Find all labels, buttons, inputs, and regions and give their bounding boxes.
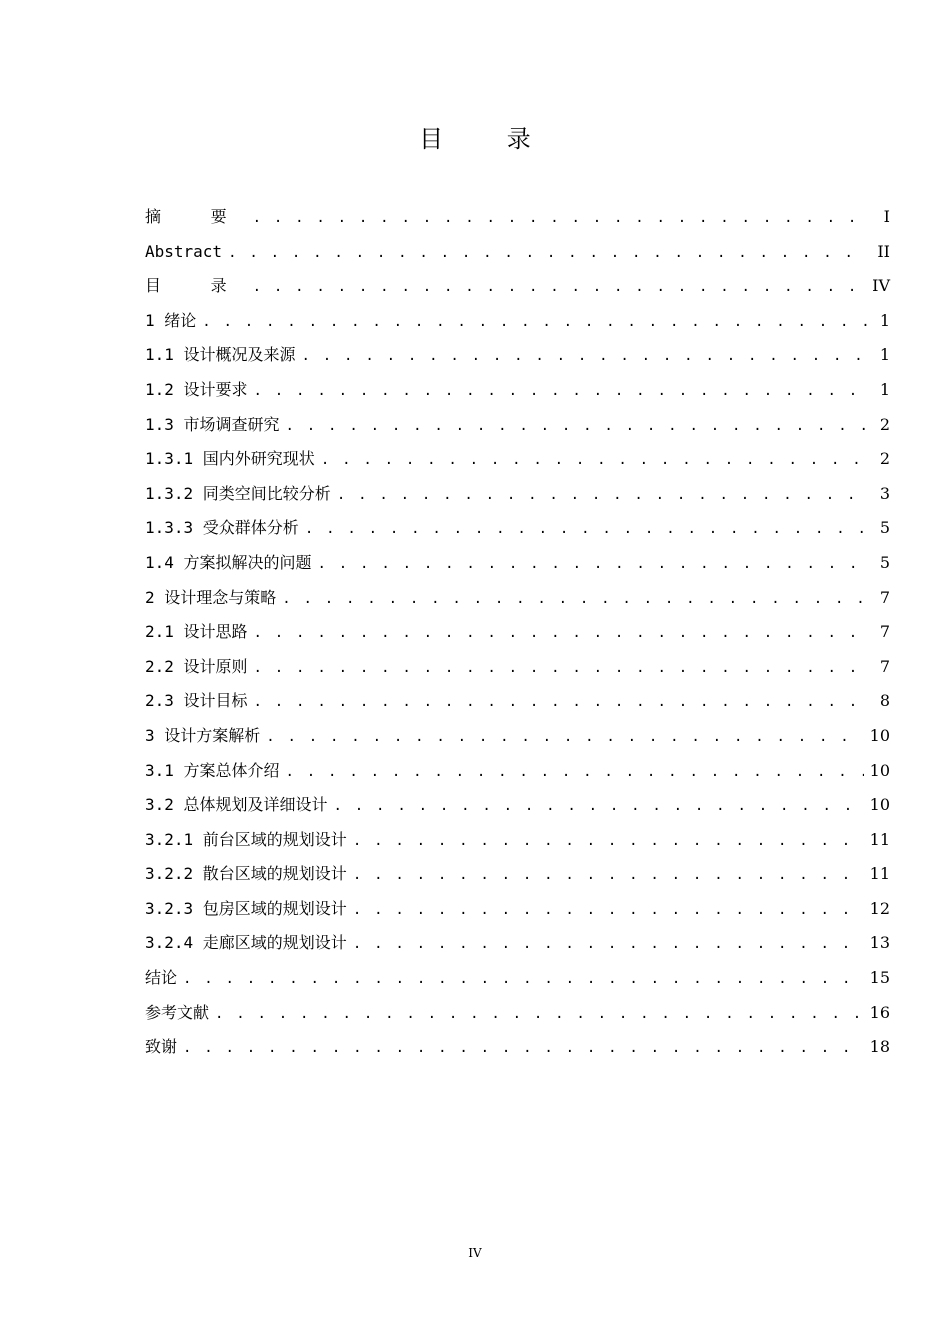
toc-entry-page-number: 7	[879, 656, 890, 676]
table-of-contents	[145, 200, 890, 1065]
toc-dot-leader	[202, 305, 868, 340]
toc-dot-leader	[183, 962, 864, 997]
toc-dot-leader	[305, 512, 868, 547]
toc-entry[interactable]	[145, 442, 890, 477]
toc-entry-page-number: IV	[872, 276, 890, 296]
toc-dot-leader	[266, 720, 863, 755]
toc-entry-page-number: 1	[879, 345, 890, 365]
toc-entry-label: 参考文献	[145, 1002, 210, 1022]
toc-entry-label: 致谢	[145, 1037, 178, 1057]
page-title: 目 录	[419, 125, 559, 153]
toc-dot-leader	[353, 824, 864, 859]
toc-entry[interactable]	[145, 581, 890, 616]
toc-entry[interactable]	[145, 857, 890, 892]
toc-entry-page-number: 2	[879, 449, 890, 469]
toc-entry-page-number: 10	[869, 760, 890, 780]
toc-entry-page-number: 3	[879, 483, 890, 503]
toc-entry-label: 3.2.2 散台区域的规划设计	[145, 864, 347, 884]
toc-entry-page-number: I	[883, 207, 890, 226]
toc-dot-leader	[253, 201, 868, 236]
toc-entry-page-number: 10	[869, 725, 890, 745]
toc-entry[interactable]	[145, 823, 890, 858]
toc-entry[interactable]	[145, 926, 890, 961]
toc-entry[interactable]	[145, 650, 890, 685]
toc-entry-label: 结论	[145, 968, 178, 988]
toc-entry[interactable]	[145, 269, 890, 304]
toc-entry-label: 1.1 设计概况及来源	[145, 345, 296, 365]
toc-entry[interactable]	[145, 719, 890, 754]
toc-dot-leader	[286, 409, 868, 444]
toc-entry-label: 1.4 方案拟解决的问题	[145, 552, 312, 572]
toc-entry[interactable]	[145, 200, 890, 235]
toc-entry[interactable]	[145, 373, 890, 408]
toc-entry[interactable]	[145, 408, 890, 443]
toc-entry-label: Abstract	[145, 241, 223, 261]
toc-entry-label: 2.2 设计原则	[145, 656, 248, 676]
toc-entry-page-number: 1	[879, 379, 890, 399]
toc-entry-label: 1.2 设计要求	[145, 379, 248, 399]
toc-entry-page-number: 7	[879, 587, 890, 607]
toc-entry-page-number: 5	[879, 552, 890, 572]
toc-entry-page-number: 1	[879, 310, 890, 330]
toc-entry-label: 1.3.3 受众群体分析	[145, 518, 299, 538]
toc-entry[interactable]	[145, 615, 890, 650]
toc-entry-page-number: 2	[879, 414, 890, 434]
toc-entry-page-number: 11	[869, 864, 890, 884]
toc-entry[interactable]	[145, 684, 890, 719]
toc-dot-leader	[302, 339, 868, 374]
toc-dot-leader	[286, 755, 864, 790]
toc-dot-leader	[215, 997, 864, 1032]
toc-entry-page-number: 11	[869, 829, 890, 849]
toc-entry-page-number: 13	[869, 933, 890, 953]
toc-entry-label: 3.2.3 包房区域的规划设计	[145, 898, 347, 918]
toc-entry[interactable]	[145, 338, 890, 373]
toc-dot-leader	[353, 927, 864, 962]
toc-entry[interactable]	[145, 304, 890, 339]
toc-entry-label: 目 录	[145, 276, 247, 296]
toc-entry-label: 1.3.2 同类空间比较分析	[145, 483, 331, 503]
toc-entry[interactable]	[145, 546, 890, 581]
toc-entry[interactable]	[145, 996, 890, 1031]
toc-entry-page-number: 15	[869, 968, 890, 988]
toc-entry-label: 2.3 设计目标	[145, 691, 248, 711]
toc-entry[interactable]	[145, 788, 890, 823]
toc-dot-leader	[353, 893, 864, 928]
toc-entry-label: 3.1 方案总体介绍	[145, 760, 280, 780]
toc-entry-label: 3 设计方案解析	[145, 725, 261, 745]
toc-entry-page-number: II	[877, 241, 890, 261]
toc-entry-page-number: 18	[869, 1037, 890, 1057]
toc-dot-leader	[337, 478, 868, 513]
toc-entry-page-number: 5	[879, 518, 890, 538]
toc-entry[interactable]	[145, 754, 890, 789]
toc-entry[interactable]	[145, 235, 890, 270]
toc-dot-leader	[321, 443, 868, 478]
toc-entry[interactable]	[145, 1030, 890, 1065]
toc-entry-label: 3.2.1 前台区域的规划设计	[145, 829, 347, 849]
toc-dot-leader	[254, 374, 868, 409]
toc-entry[interactable]	[145, 961, 890, 996]
toc-entry-page-number: 7	[879, 622, 890, 642]
toc-entry[interactable]	[145, 477, 890, 512]
toc-entry-label: 1.3 市场调查研究	[145, 414, 280, 434]
toc-entry-page-number: 10	[869, 795, 890, 815]
toc-entry-label: 2.1 设计思路	[145, 622, 248, 642]
toc-entry-label: 3.2 总体规划及详细设计	[145, 795, 328, 815]
toc-dot-leader	[254, 651, 868, 686]
toc-entry[interactable]	[145, 511, 890, 546]
toc-dot-leader	[183, 1031, 864, 1066]
toc-dot-leader	[334, 789, 864, 824]
toc-dot-leader	[254, 616, 868, 651]
toc-dot-leader	[353, 858, 864, 893]
toc-dot-leader	[253, 270, 866, 305]
toc-entry-page-number: 8	[879, 691, 890, 711]
toc-dot-leader	[228, 236, 868, 271]
toc-dot-leader	[254, 685, 868, 720]
toc-entry-label: 1 绪论	[145, 310, 197, 330]
page-number-footer: IV	[468, 1246, 482, 1260]
toc-entry-label: 摘 要	[145, 207, 247, 226]
toc-entry-page-number: 12	[869, 898, 890, 918]
toc-dot-leader	[318, 547, 868, 582]
toc-entry-label: 1.3.1 国内外研究现状	[145, 449, 315, 469]
toc-entry-label: 3.2.4 走廊区域的规划设计	[145, 933, 347, 953]
toc-entry-label: 2 设计理念与策略	[145, 587, 277, 607]
toc-dot-leader	[282, 582, 868, 617]
toc-entry-page-number: 16	[869, 1002, 890, 1022]
toc-entry[interactable]	[145, 892, 890, 927]
